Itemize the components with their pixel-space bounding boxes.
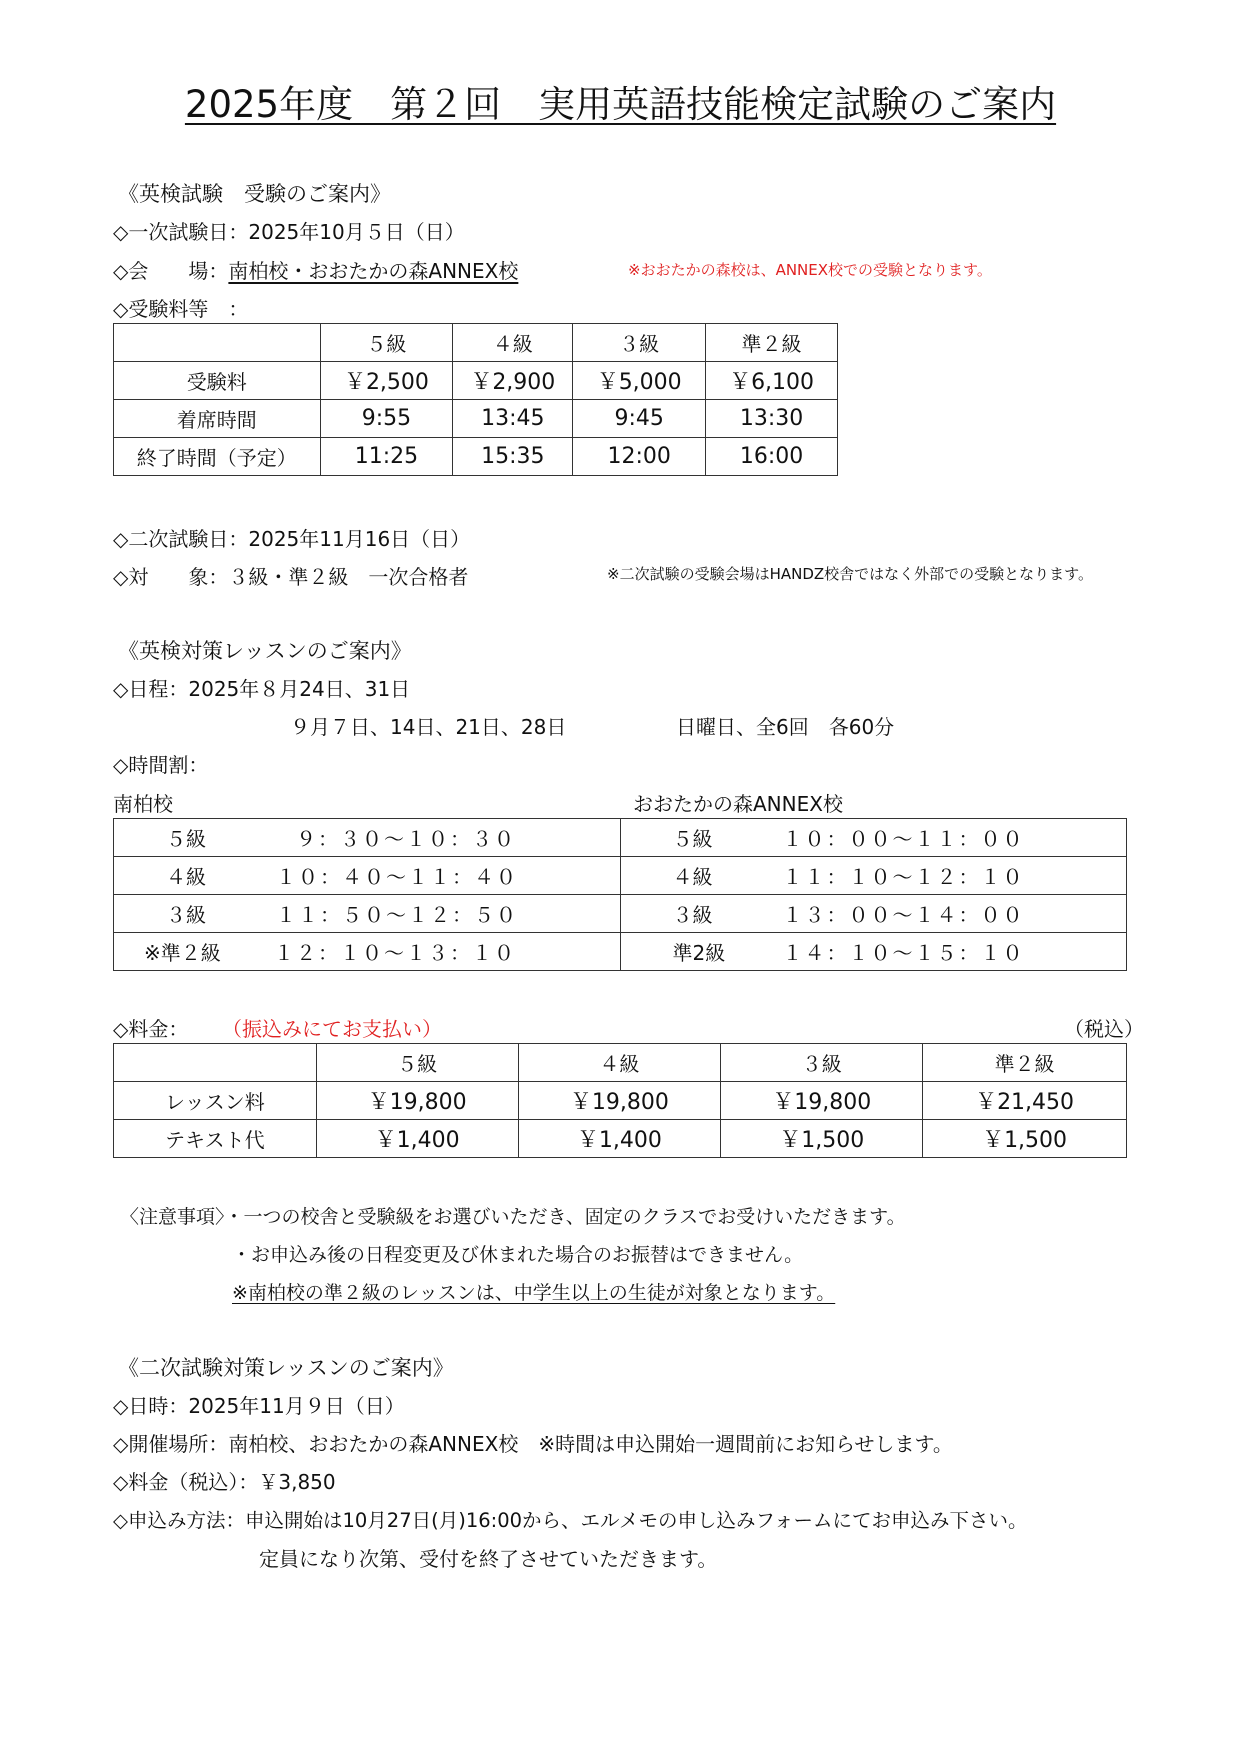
table-row — [114, 400, 838, 438]
table-cell: 13:45 — [453, 400, 573, 438]
table-cell: ３級 １１：５０～１２：５０ — [114, 895, 621, 933]
lesson-heading: 《英検対策レッスンのご案内》 — [118, 639, 412, 663]
venue-value: 南柏校・おおたかの森ANNEX校 — [228, 259, 519, 283]
page-title: 2025年度 第２回 実用英語技能検定試験のご案内 — [184, 83, 1057, 126]
table-row — [114, 857, 1127, 895]
table-row — [114, 362, 838, 400]
second-lesson-fee: ◇料金（税込）：￥3,850 — [113, 1470, 336, 1494]
table-header-row — [114, 324, 838, 362]
table-cell: ４級 — [518, 1044, 721, 1082]
lesson-fee-table — [113, 1043, 1127, 1158]
table-cell: ￥19,800 — [518, 1082, 721, 1120]
lesson-schedule-2: ９月７日、14日、21日、28日 — [290, 715, 567, 739]
table-cell: レッスン料 — [114, 1082, 317, 1120]
table-cell: ５級 — [316, 1044, 518, 1082]
table-cell: ３級 — [721, 1044, 923, 1082]
venue-note: ※おおたかの森校は、ANNEX校での受験となります。 — [628, 261, 992, 279]
table-cell: ￥6,100 — [706, 362, 838, 400]
table-cell: 13:30 — [706, 400, 838, 438]
table-row — [114, 1120, 1127, 1158]
first-exam-date: ◇一次試験日：2025年10月５日（日） — [113, 220, 465, 244]
timetable-label: ◇時間割： — [113, 753, 209, 777]
table-cell: 16:00 — [706, 438, 838, 476]
table-cell: ３級 １３：００～１４：００ — [620, 895, 1127, 933]
notes-2: ・お申込み後の日程変更及び休まれた場合のお振替はできません。 — [232, 1244, 804, 1266]
table-row — [114, 895, 1127, 933]
venue-row — [113, 255, 518, 284]
second-exam-date: ◇二次試験日：2025年11月16日（日） — [113, 527, 471, 551]
table-cell: 11:25 — [320, 438, 453, 476]
table-cell: ３級 — [573, 324, 706, 362]
table-cell: ￥1,400 — [316, 1120, 518, 1158]
table-row — [114, 1082, 1127, 1120]
table-cell: ５級 — [320, 324, 453, 362]
table-cell: ￥5,000 — [573, 362, 706, 400]
table-cell: ５級 １０：００～１１：００ — [620, 819, 1127, 857]
lesson-fee-label: ◇料金： — [113, 1017, 189, 1041]
table-row — [114, 819, 1127, 857]
table-cell — [114, 324, 321, 362]
table-cell: ￥1,500 — [721, 1120, 923, 1158]
notes-1: 〈注意事項〉・一つの校舎と受験級をお選びいただき、固定のクラスでお受けいただきます。 — [120, 1206, 906, 1228]
table-cell: ￥1,400 — [518, 1120, 721, 1158]
lesson-schedule-1: ◇日程：2025年８月24日、31日 — [113, 677, 411, 701]
campus-right-label: おおたかの森ANNEX校 — [633, 792, 843, 816]
table-cell: 準２級 — [706, 324, 838, 362]
table-row — [114, 438, 838, 476]
table-cell: ４級 １１：１０～１２：１０ — [620, 857, 1127, 895]
table-cell: 受験料 — [114, 362, 321, 400]
table-cell: ４級 １０：４０～１１：４０ — [114, 857, 621, 895]
venue-label: ◇会 場： — [113, 259, 229, 283]
campus-left-label: 南柏校 — [113, 792, 173, 816]
second-exam-note: ※二次試験の受験会場はHANDZ校舎ではなく外部での受験となります。 — [607, 565, 1093, 583]
table-cell: 9:55 — [320, 400, 453, 438]
table-cell: ￥1,500 — [923, 1120, 1127, 1158]
lesson-fee-note: （振込みにてお支払い） — [222, 1017, 442, 1041]
table-cell — [114, 1044, 317, 1082]
second-lesson-place: ◇開催場所：南柏校、おおたかの森ANNEX校 ※時間は申込開始一週間前にお知らせします。 — [113, 1432, 953, 1456]
table-cell: ￥19,800 — [316, 1082, 518, 1120]
fee-label: ◇受験料等 ： — [113, 297, 249, 321]
exam-fee-table — [113, 323, 838, 476]
table-cell: 着席時間 — [114, 400, 321, 438]
second-exam-target: ◇対 象：３級・準２級 一次合格者 — [113, 565, 469, 589]
second-lesson-apply-1: ◇申込み方法：申込開始は10月27日(月)16:00から、エルメモの申し込みフォームにてお申込み下さい。 — [113, 1509, 1028, 1532]
exam-heading: 《英検試験 受験のご案内》 — [118, 182, 391, 206]
table-cell: 終了時間（予定） — [114, 438, 321, 476]
second-lesson-apply-2: 定員になり次第、受付を終了させていただきます。 — [259, 1547, 718, 1571]
table-cell: 準２級 — [923, 1044, 1127, 1082]
table-cell: ￥21,450 — [923, 1082, 1127, 1120]
table-cell: ４級 — [453, 324, 573, 362]
lesson-schedule-3: 日曜日、全6回 各60分 — [676, 715, 895, 739]
table-cell: 15:35 — [453, 438, 573, 476]
lesson-timetable — [113, 818, 1127, 971]
table-cell: ￥2,500 — [320, 362, 453, 400]
notes-3: ※南柏校の準２級のレッスンは、中学生以上の生徒が対象となります。 — [232, 1282, 836, 1304]
table-cell: 9:45 — [573, 400, 706, 438]
table-header-row — [114, 1044, 1127, 1082]
table-cell: 12:00 — [573, 438, 706, 476]
table-cell: ※準２級 １２：１０～１３：１０ — [114, 933, 621, 971]
tax-note: （税込） — [1064, 1017, 1144, 1041]
table-cell: ５級 ９：３０～１０：３０ — [114, 819, 621, 857]
table-cell: テキスト代 — [114, 1120, 317, 1158]
table-cell: ￥2,900 — [453, 362, 573, 400]
table-cell: ￥19,800 — [721, 1082, 923, 1120]
table-row — [114, 933, 1127, 971]
second-lesson-heading: 《二次試験対策レッスンのご案内》 — [118, 1356, 454, 1380]
table-cell: 準2級 １４：１０～１５：１０ — [620, 933, 1127, 971]
second-lesson-date: ◇日時：2025年11月９日（日） — [113, 1394, 405, 1418]
